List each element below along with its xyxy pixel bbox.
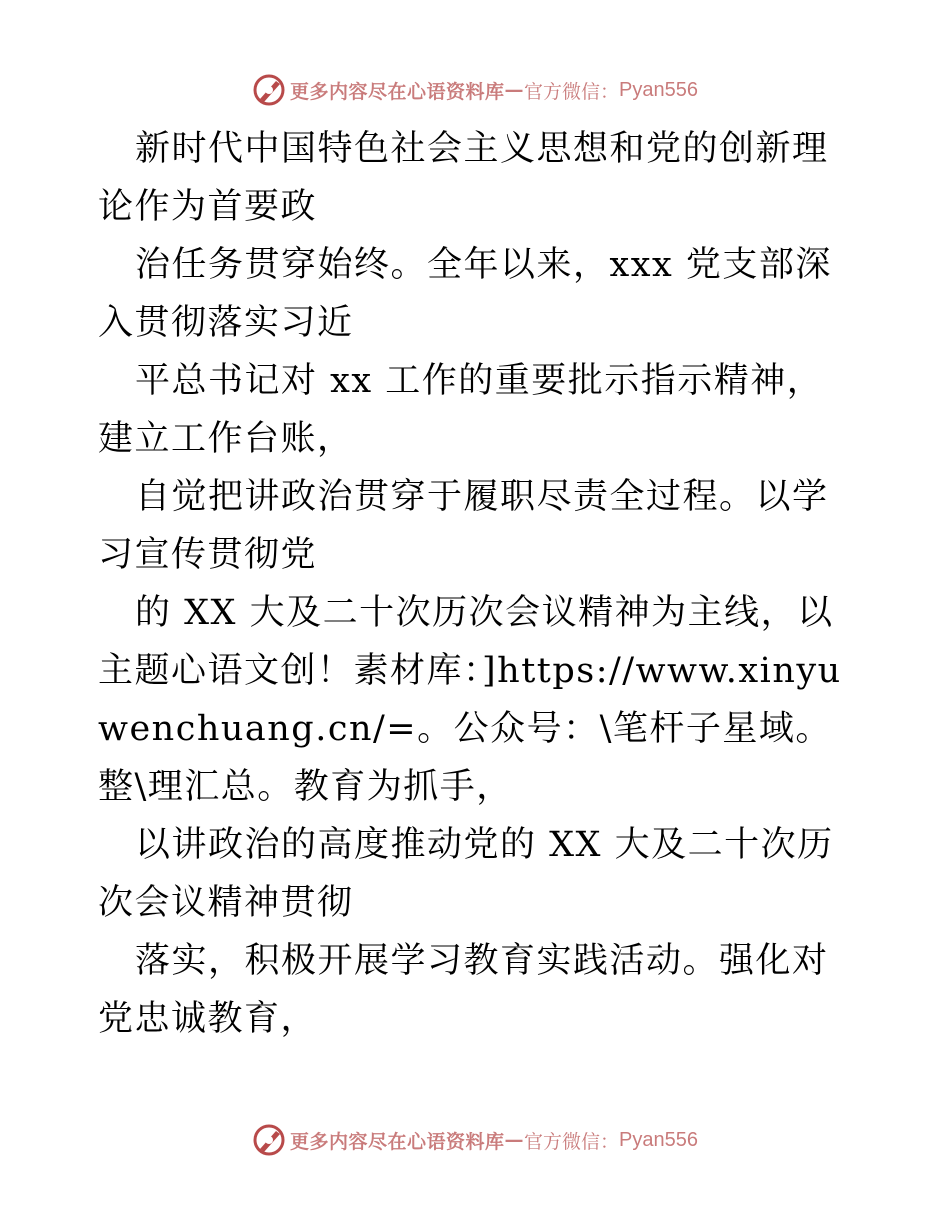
paragraph-2: 治任务贯穿始终。全年以来，xxx 党支部深入贯彻落实习近 (98, 245, 832, 343)
pen-circle-logo-icon (252, 1123, 286, 1157)
watermark-dash: — (504, 79, 525, 101)
watermark-wechat-id: Pyan556 (619, 1128, 698, 1151)
paragraph-7: 落实，积极开展学习教育实践活动。强化对党忠诚教育， (98, 941, 829, 1039)
paragraph-4: 自觉把讲政治贯穿于履职尽责全过程。以学习宣传贯彻党 (98, 477, 829, 575)
pen-circle-logo-icon (252, 73, 286, 107)
paragraph-6: 以讲政治的高度推动党的 XX 大及二十次历次会议精神贯彻 (98, 825, 834, 923)
watermark-site-text: 更多内容尽在心语资料库 (290, 80, 505, 103)
document-body (98, 120, 852, 1048)
paragraph-1: 新时代中国特色社会主义思想和党的创新理论作为首要政 (98, 129, 829, 227)
header-watermark (0, 70, 950, 110)
paragraph-3: 平总书记对 xx 工作的重要批示指示精神，建立工作台账， (98, 361, 824, 459)
watermark-site-text: 更多内容尽在心语资料库 (290, 1130, 505, 1153)
footer-watermark (0, 1120, 950, 1160)
watermark-wechat-label: 官方微信： (524, 80, 620, 103)
watermark-wechat-label: 官方微信： (524, 1130, 620, 1153)
watermark-wechat-id: Pyan556 (619, 78, 698, 101)
paragraph-5: 的 XX 大及二十次历次会议精神为主线，以主题心语文创！素材库：]https://www.xinyuwenchuang.cn/=。公众号：\笔杆子星域。整\理汇总。教育为抓手， (98, 593, 842, 807)
watermark-dash: — (504, 1129, 525, 1151)
